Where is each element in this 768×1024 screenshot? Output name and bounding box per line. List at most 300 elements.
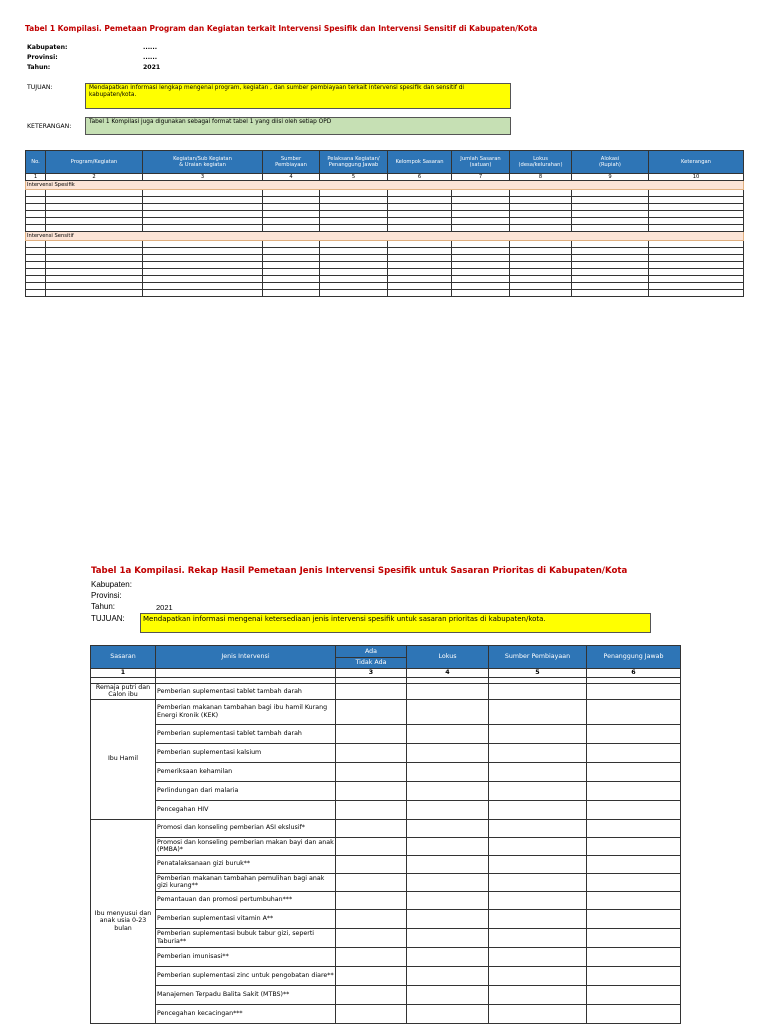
table2-cell[interactable] [489,855,587,873]
table2-cell[interactable] [587,837,681,855]
table1-cell[interactable] [26,241,46,248]
table1-cell[interactable] [388,276,452,283]
table1-cell[interactable] [572,190,649,197]
table1-cell[interactable] [46,218,143,225]
table1 [25,150,744,297]
table2-cell[interactable] [407,947,489,966]
table1-cell[interactable] [452,262,510,269]
table2-cell[interactable] [587,947,681,966]
table2-cell[interactable] [336,699,407,724]
table1-cell[interactable] [510,197,572,204]
table1-cell[interactable] [320,248,388,255]
table1-cell[interactable] [388,211,452,218]
table1-cell[interactable] [143,197,263,204]
table2-cell[interactable] [489,837,587,855]
table2-cell[interactable] [587,985,681,1004]
table2 [90,645,681,1024]
table2-cell[interactable] [336,837,407,855]
table1-cell[interactable] [143,241,263,248]
table1-header-cell: Pelaksana Kegiatan/ Penanggung Jawab [320,151,388,174]
table1-cell[interactable] [452,225,510,232]
table2-cell[interactable] [407,966,489,985]
table1-cell[interactable] [320,211,388,218]
table1-cell[interactable] [452,283,510,290]
table1-cell[interactable] [649,283,744,290]
table1-row [26,255,744,262]
table1-cell[interactable] [510,190,572,197]
table2-row [91,800,681,819]
table2-cell[interactable] [407,743,489,762]
table2-cell[interactable] [587,684,681,700]
table1-header-cell: Program/Kegiatan [46,151,143,174]
table1-cell[interactable] [26,204,46,211]
jenis-intervensi-cell: Pemberian suplementasi tablet tambah darah [156,724,336,743]
table1-cell[interactable] [572,204,649,211]
table2-cell[interactable] [407,1004,489,1023]
table1-cell[interactable] [572,269,649,276]
table2-cell[interactable] [407,985,489,1004]
table1-row [26,248,744,255]
tujuan2-label: TUJUAN: [91,614,125,623]
table1-cell[interactable] [263,255,320,262]
num-cell: 3 [336,669,407,678]
table1-number-cell: 8 [510,174,572,181]
table1-cell[interactable] [26,211,46,218]
table2-row [91,762,681,781]
jenis-intervensi-cell: Pemberian imunisasi** [156,947,336,966]
table2-cell[interactable] [407,699,489,724]
table2-cell[interactable] [489,743,587,762]
jenis-intervensi-cell: Pemeriksaan kehamilan [156,762,336,781]
table1-cell[interactable] [143,248,263,255]
table2-cell[interactable] [587,855,681,873]
num-cell: 4 [407,669,489,678]
jenis-intervensi-cell: Manajemen Terpadu Balita Sakit (MTBS)** [156,985,336,1004]
table1-cell[interactable] [143,211,263,218]
table2-cell[interactable] [587,1004,681,1023]
table2-cell[interactable] [587,781,681,800]
table1-cell[interactable] [263,197,320,204]
table1-cell[interactable] [388,204,452,211]
table1-cell[interactable] [143,283,263,290]
table1-cell[interactable] [46,225,143,232]
provinsi-value: ...... [143,54,158,61]
jenis-intervensi-cell: Pemberian suplementasi tablet tambah darah [156,684,336,700]
table2-cell[interactable] [407,873,489,891]
table1-cell[interactable] [263,269,320,276]
table2-cell[interactable] [336,873,407,891]
table1-cell[interactable] [510,262,572,269]
table2-cell[interactable] [407,855,489,873]
table2-cell[interactable] [489,891,587,909]
table1-cell[interactable] [510,204,572,211]
table1-cell[interactable] [452,255,510,262]
table2-cell[interactable] [336,928,407,947]
table1-number-cell: 5 [320,174,388,181]
table1-cell[interactable] [26,225,46,232]
table2-cell[interactable] [587,819,681,837]
table1-cell[interactable] [143,255,263,262]
table1-cell[interactable] [510,269,572,276]
table2-cell[interactable] [336,781,407,800]
table2-cell[interactable] [407,781,489,800]
table2-cell[interactable] [336,762,407,781]
table1-row [26,276,744,283]
table1-cell[interactable] [649,218,744,225]
table1-number-cell: 3 [143,174,263,181]
table1-row [26,262,744,269]
table1-cell[interactable] [452,204,510,211]
table1-cell[interactable] [649,241,744,248]
table1-cell[interactable] [46,283,143,290]
table2-row [91,966,681,985]
jenis-intervensi-cell: Pemberian makanan tambahan bagi ibu hamil Kurang Energi Kronik (KEK) [156,699,336,724]
table1-cell[interactable] [649,190,744,197]
table1-cell[interactable] [452,269,510,276]
table1-cell[interactable] [452,197,510,204]
table1-cell[interactable] [143,218,263,225]
table2-cell[interactable] [489,684,587,700]
table2-cell[interactable] [489,947,587,966]
table2-cell[interactable] [587,762,681,781]
table2-cell[interactable] [489,909,587,928]
table2-cell[interactable] [336,724,407,743]
tujuan-label: TUJUAN: [27,84,53,91]
table2-cell[interactable] [489,699,587,724]
table2-cell[interactable] [336,800,407,819]
table1-cell[interactable] [26,218,46,225]
table1-cell[interactable] [572,255,649,262]
table1-cell[interactable] [46,204,143,211]
table2-cell[interactable] [587,966,681,985]
table2-cell[interactable] [407,928,489,947]
table1-cell[interactable] [649,262,744,269]
table2-cell[interactable] [587,928,681,947]
table1-cell[interactable] [143,290,263,297]
table1-cell[interactable] [452,276,510,283]
col-ada: Ada [336,646,407,658]
table2-row [91,743,681,762]
table1-row [26,211,744,218]
table1-cell[interactable] [46,290,143,297]
table2-cell[interactable] [407,800,489,819]
provinsi-label: Provinsi: [27,54,58,61]
table1-cell[interactable] [320,290,388,297]
jenis-intervensi-cell: Pemberian makanan tambahan pemulihan bagi anak gizi kurang** [156,873,336,891]
col-lokus: Lokus [407,646,489,669]
table2-cell[interactable] [407,909,489,928]
table1-cell[interactable] [452,218,510,225]
table2-cell[interactable] [336,947,407,966]
table1-cell[interactable] [649,197,744,204]
tahun-value: 2021 [143,64,161,71]
table1-cell[interactable] [26,290,46,297]
table1-cell[interactable] [572,218,649,225]
table1-cell[interactable] [510,211,572,218]
table2-row [91,781,681,800]
table2-cell[interactable] [407,724,489,743]
table1-cell[interactable] [26,283,46,290]
jenis-intervensi-cell: Perlindungan dari malaria [156,781,336,800]
table1-row [26,241,744,248]
table1-cell[interactable] [263,218,320,225]
table1-cell[interactable] [143,262,263,269]
table2-row [91,855,681,873]
table1-cell[interactable] [263,241,320,248]
keterangan-label: KETERANGAN: [27,123,72,130]
table1-cell[interactable] [46,211,143,218]
table1-cell[interactable] [26,197,46,204]
table1-cell[interactable] [263,204,320,211]
table1-cell[interactable] [452,211,510,218]
table1-cell[interactable] [388,241,452,248]
table1-cell[interactable] [320,241,388,248]
kabupaten2-label: Kabupaten: [91,580,132,589]
kabupaten-label: Kabupaten: [27,44,68,51]
table2-row [91,819,681,837]
num-cell: 1 [91,669,156,678]
table2-cell[interactable] [587,743,681,762]
table1-title: Tabel 1 Kompilasi. Pemetaan Program dan Kegiatan terkait Intervensi Spesifik dan Intervensi Sensitif di Kabupaten/Kota [25,24,538,33]
table1-number-cell: 7 [452,174,510,181]
table2-cell[interactable] [407,762,489,781]
table1-cell[interactable] [46,262,143,269]
table2-cell[interactable] [489,800,587,819]
table1-header-cell: No. [26,151,46,174]
table1-cell[interactable] [46,255,143,262]
table1-cell[interactable] [649,248,744,255]
table2-row [91,985,681,1004]
table1-row [26,269,744,276]
table1-cell[interactable] [649,225,744,232]
table1-cell[interactable] [388,269,452,276]
table2-cell[interactable] [587,873,681,891]
table1-row [26,218,744,225]
table2-cell[interactable] [407,837,489,855]
table1-cell[interactable] [320,204,388,211]
table1-header-cell: Kegiatan/Sub Kegiatan & Uraian kegiatan [143,151,263,174]
table1-header-cell: Jumlah Sasaran (satuan) [452,151,510,174]
table1-cell[interactable] [572,225,649,232]
table1-cell[interactable] [572,290,649,297]
table1-cell[interactable] [649,204,744,211]
table1-row [26,290,744,297]
table1-cell[interactable] [388,218,452,225]
table1-cell[interactable] [388,248,452,255]
table1-cell[interactable] [46,241,143,248]
table2-cell[interactable] [336,743,407,762]
table1-cell[interactable] [143,269,263,276]
table1-cell[interactable] [452,241,510,248]
table2-cell[interactable] [336,966,407,985]
table1-cell[interactable] [320,262,388,269]
table1-cell[interactable] [510,290,572,297]
table1-cell[interactable] [320,218,388,225]
table1-cell[interactable] [388,290,452,297]
table1-cell[interactable] [263,248,320,255]
table1-cell[interactable] [572,197,649,204]
table2-cell[interactable] [407,891,489,909]
jenis-intervensi-cell: Pemberian suplementasi kalsium [156,743,336,762]
table1-row [26,204,744,211]
table1-cell[interactable] [26,269,46,276]
table2-row [91,724,681,743]
table1-header-cell: Keterangan [649,151,744,174]
table2-title: Tabel 1a Kompilasi. Rekap Hasil Pemetaan Jenis Intervensi Spesifik untuk Sasaran Prioritas di Kabupaten/Kota [91,566,628,576]
table1-cell[interactable] [263,225,320,232]
table1-cell[interactable] [510,248,572,255]
table1-cell[interactable] [46,276,143,283]
table2-cell[interactable] [587,724,681,743]
table1-cell[interactable] [572,211,649,218]
table1-cell[interactable] [320,197,388,204]
table1-cell[interactable] [143,225,263,232]
jenis-intervensi-cell: Pencegahan HIV [156,800,336,819]
tujuan-box: Mendapatkan informasi lengkap mengenai program, kegiatan , dan sumber pembiayaan terkait intervensi spesifik dan sensitif di kabupaten/kota. [85,83,511,109]
table1-cell[interactable] [46,248,143,255]
table2-cell[interactable] [489,928,587,947]
jenis-intervensi-cell: Pemberian suplementasi bubuk tabur gizi, seperti Taburia** [156,928,336,947]
table1-cell[interactable] [320,283,388,290]
table1-row [26,197,744,204]
table1-cell[interactable] [320,276,388,283]
jenis-intervensi-cell: Pencegahan kecacingan*** [156,1004,336,1023]
table2-cell[interactable] [489,724,587,743]
table1-number-cell: 9 [572,174,649,181]
table1-cell[interactable] [649,255,744,262]
table2-cell[interactable] [587,800,681,819]
provinsi2-label: Provinsi: [91,591,122,600]
table2-cell[interactable] [489,762,587,781]
num-cell: 6 [587,669,681,678]
table2-cell[interactable] [489,966,587,985]
table1-cell[interactable] [388,283,452,290]
table1-number-cell: 4 [263,174,320,181]
table1-cell[interactable] [320,225,388,232]
table1-cell[interactable] [388,262,452,269]
kabupaten-value: ...... [143,44,158,51]
table2-cell[interactable] [336,891,407,909]
table1-cell[interactable] [263,262,320,269]
table2-row [91,873,681,891]
table2-cell[interactable] [336,819,407,837]
table2-cell[interactable] [336,855,407,873]
table1-cell[interactable] [26,255,46,262]
table1-cell[interactable] [263,290,320,297]
table1-cell[interactable] [46,197,143,204]
table1-cell[interactable] [572,276,649,283]
table1-cell[interactable] [26,276,46,283]
table2-cell[interactable] [407,819,489,837]
table2-cell[interactable] [336,1004,407,1023]
table1-cell[interactable] [320,190,388,197]
table2-cell[interactable] [489,781,587,800]
table2-row [91,928,681,947]
table1-cell[interactable] [572,262,649,269]
table2-cell[interactable] [489,819,587,837]
table1-cell[interactable] [649,269,744,276]
table1-cell[interactable] [263,283,320,290]
jenis-intervensi-cell: Penatalaksanaan gizi buruk** [156,855,336,873]
table1-header-cell: Alokasi (Rupiah) [572,151,649,174]
col-jenis-intervensi: Jenis Intervensi [156,646,336,669]
table1-cell[interactable] [263,190,320,197]
col-tidak-ada: Tidak Ada [336,657,407,669]
table1-cell[interactable] [388,190,452,197]
table1-cell[interactable] [452,290,510,297]
table2-cell[interactable] [336,684,407,700]
table1-cell[interactable] [510,283,572,290]
jenis-intervensi-cell: Pemantauan dan promosi pertumbuhan*** [156,891,336,909]
table1-cell[interactable] [143,204,263,211]
table1-number-cell: 6 [388,174,452,181]
table2-cell[interactable] [489,873,587,891]
table1-number-cell: 2 [46,174,143,181]
table1-cell[interactable] [649,276,744,283]
table1-cell[interactable] [320,269,388,276]
table1-row [26,225,744,232]
table1-cell[interactable] [388,255,452,262]
table1-cell[interactable] [510,255,572,262]
table1-cell[interactable] [143,190,263,197]
table1-cell[interactable] [452,248,510,255]
jenis-intervensi-cell: Pemberian suplementasi zinc untuk pengobatan diare** [156,966,336,985]
table1-cell[interactable] [510,225,572,232]
table1-number-cell: 1 [26,174,46,181]
table1-header-cell: Kelompok Sasaran [388,151,452,174]
table2-cell[interactable] [489,985,587,1004]
table1-cell[interactable] [510,241,572,248]
table1-cell[interactable] [510,276,572,283]
table2-row [91,699,681,724]
table1-cell[interactable] [320,255,388,262]
table1-cell[interactable] [572,283,649,290]
table1-header-cell: Sumber Pembiayaan [263,151,320,174]
table1-cell[interactable] [143,276,263,283]
table1-cell[interactable] [452,190,510,197]
table1-cell[interactable] [263,211,320,218]
table1-cell[interactable] [263,276,320,283]
table1-row [26,190,744,197]
table1-cell[interactable] [46,269,143,276]
table1-cell[interactable] [388,225,452,232]
table1-cell[interactable] [649,290,744,297]
table2-row [91,909,681,928]
table1-cell[interactable] [46,190,143,197]
table2-cell[interactable] [587,891,681,909]
table1-cell[interactable] [26,248,46,255]
table2-cell[interactable] [489,1004,587,1023]
tahun2-value: 2021 [156,603,173,612]
num-cell: 5 [489,669,587,678]
table1-cell[interactable] [572,241,649,248]
table2-cell[interactable] [587,909,681,928]
table2-cell[interactable] [336,909,407,928]
table2-cell[interactable] [407,684,489,700]
table1-cell[interactable] [388,197,452,204]
table1-cell[interactable] [26,262,46,269]
table1-cell[interactable] [649,211,744,218]
sasaran-cell: Remaja putri dan Calon ibu [91,684,156,700]
table1-cell[interactable] [510,218,572,225]
table2-cell[interactable] [587,699,681,724]
table2-cell[interactable] [336,985,407,1004]
table1-row [26,283,744,290]
table1-cell[interactable] [572,248,649,255]
table1-cell[interactable] [26,190,46,197]
table2-row [91,891,681,909]
col-penanggung-jawab: Penanggung Jawab [587,646,681,669]
